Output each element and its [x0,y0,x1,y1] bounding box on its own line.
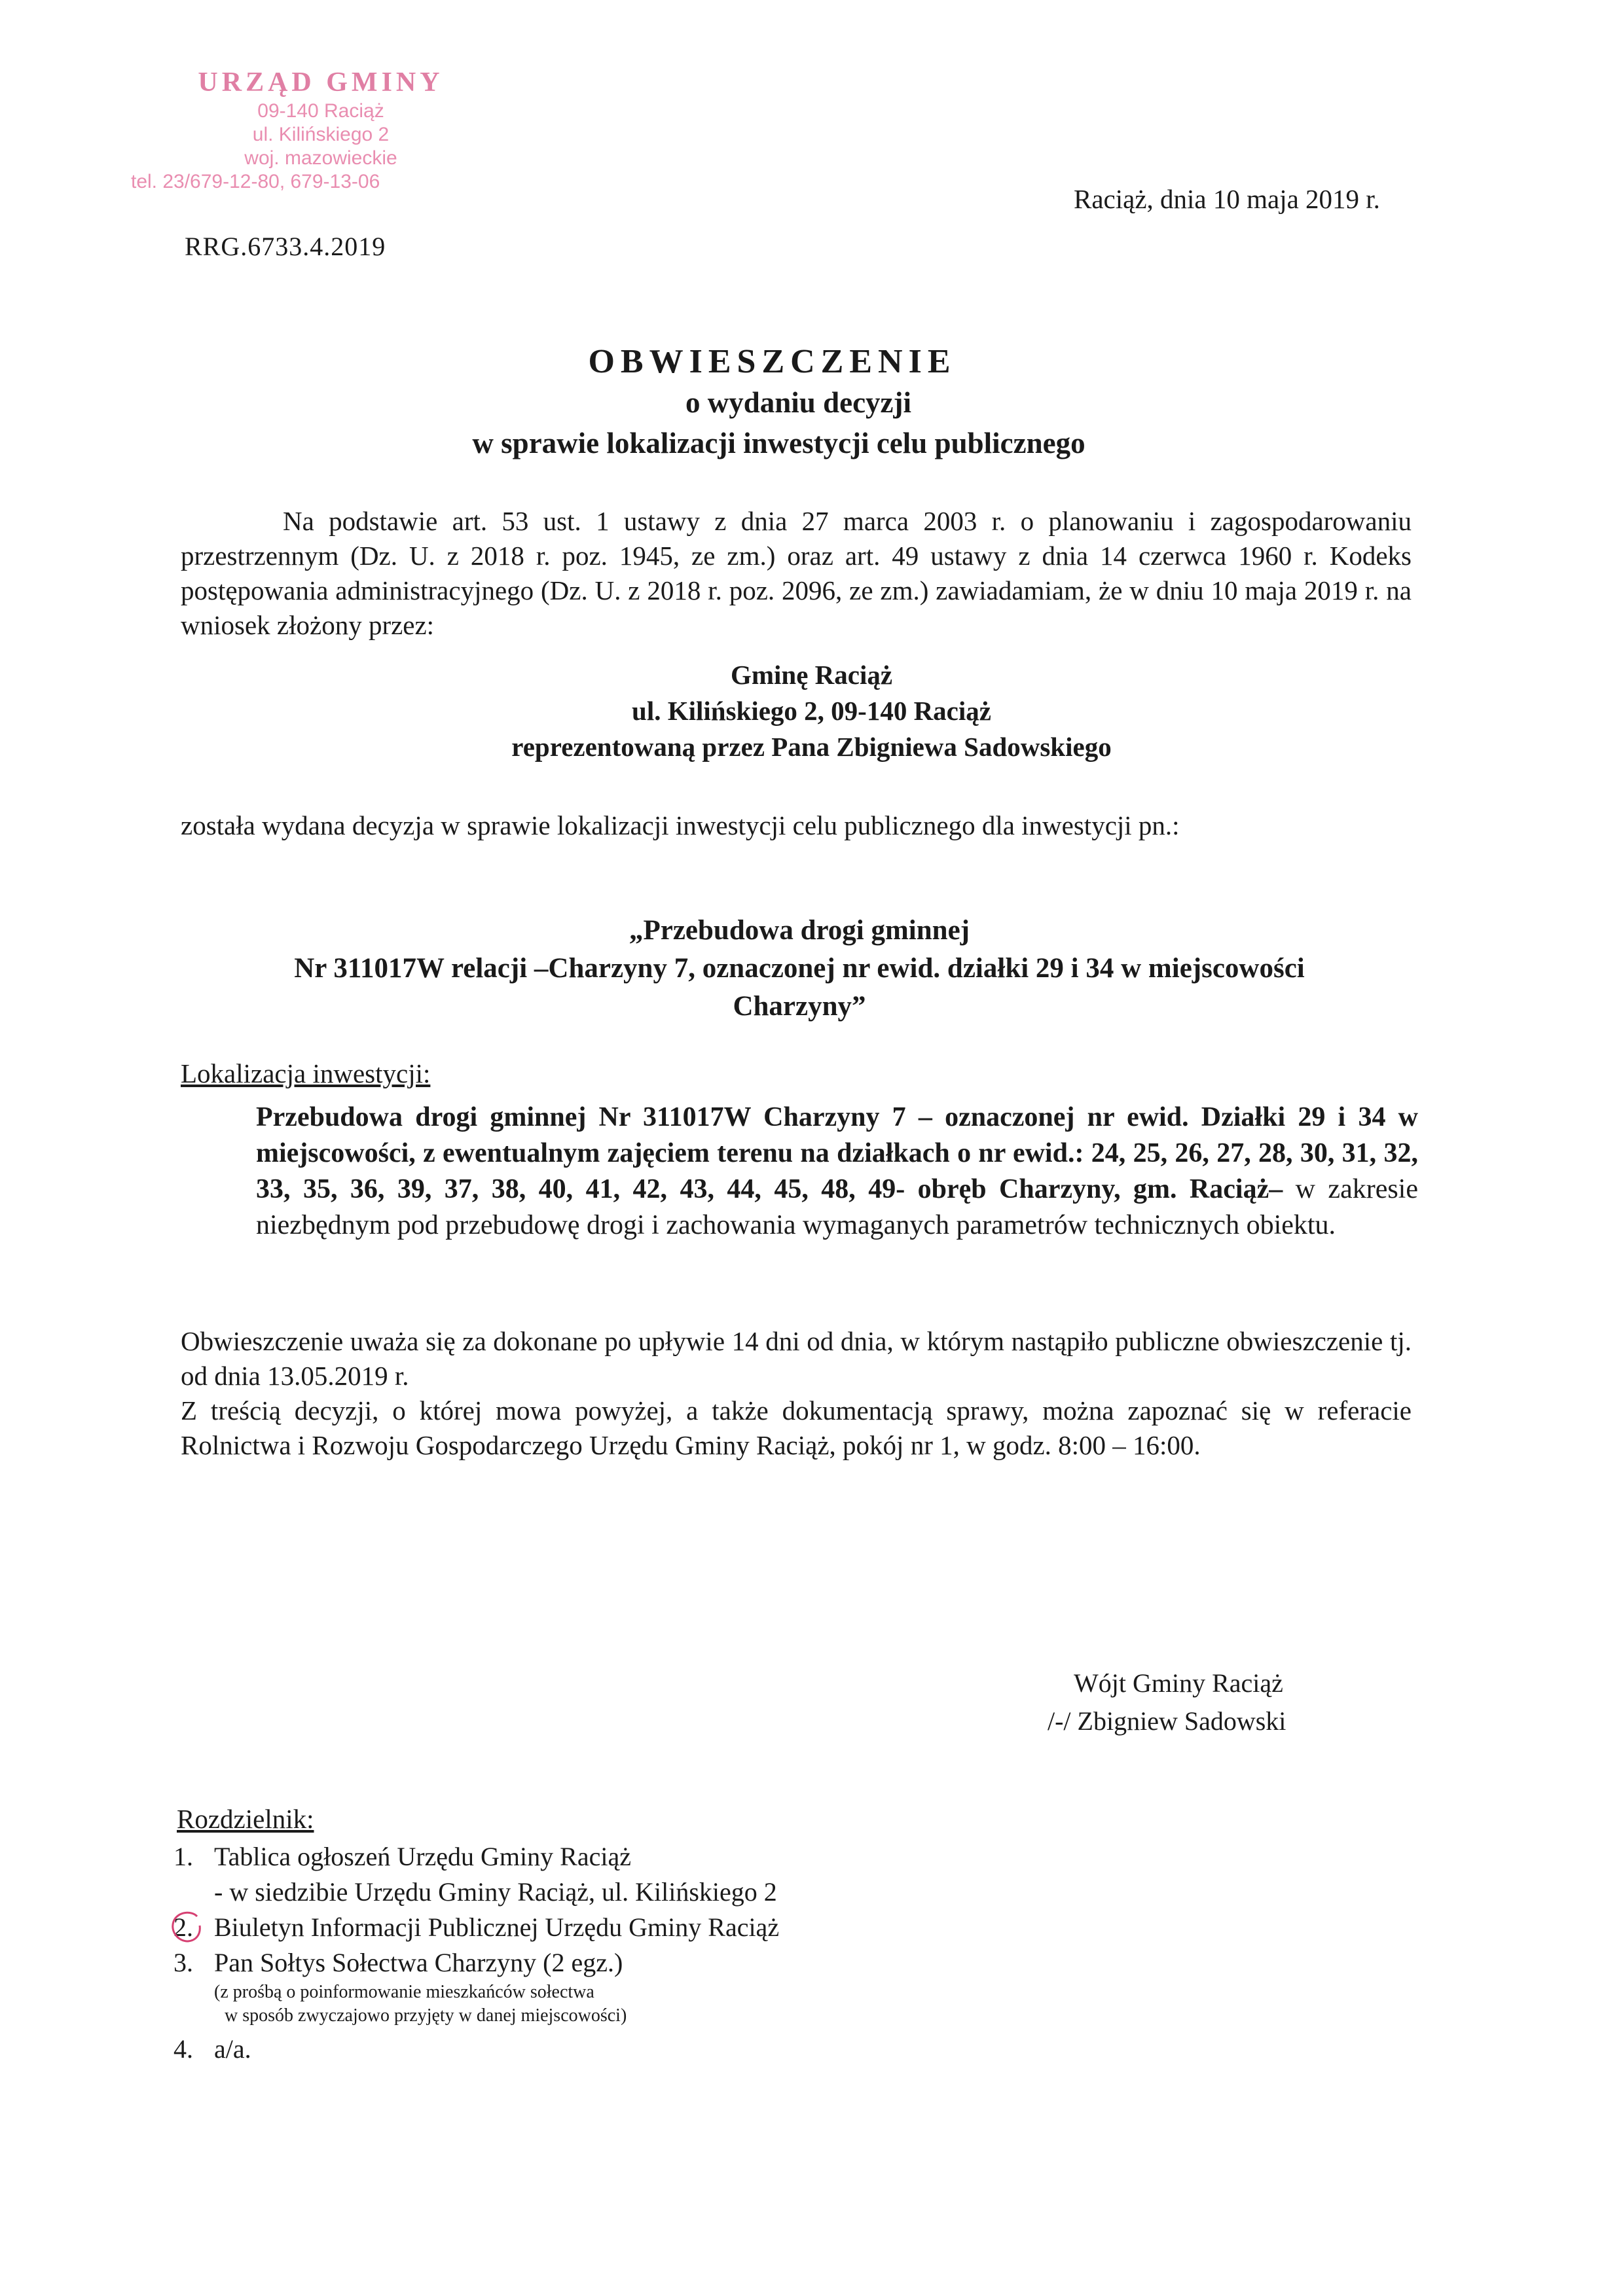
applicant-representative: reprezentowaną przez Pana Zbigniewa Sadowskiego [511,732,1112,762]
item-text: Pan Sołtys Sołectwa Charzyny (2 egz.) [214,1948,623,1977]
applicant-address: ul. Kilińskiego 2, 09-140 Raciąż [632,696,991,726]
location-heading: Lokalizacja inwestycji: [181,1058,431,1088]
project-line-3: Charzyny” [733,991,866,1022]
circled-number [173,1910,214,1945]
item-number: 2. [173,1912,193,1942]
closing-line-2: Z treścią decyzji, o której mowa powyżej, a także dokumentacją sprawy, można zapoznać się w referacie Rolnictwa i Rozwoju Gospodarczego Urzędu Gminy Raciąż, pokój nr 1, w godz. 8:00 – 16:00. [181,1395,1412,1460]
title-main: OBWIESZCZENIE [588,343,957,380]
item-number: 3. [173,1948,193,1977]
stamp-voivodeship: woj. mazowieckie [244,147,397,169]
signature-title: Wójt Gminy Raciąż [1074,1668,1283,1698]
stamp-phone: tel. 23/679-12-80, 679-13-06 [131,171,380,192]
decision-line: została wydana decyzja w sprawie lokalizacji inwestycji celu publicznego dla inwestycji pn.: [181,810,1180,840]
stamp-title: URZĄD GMINY [198,67,444,98]
list-item-sub: - w siedzibie Urzędu Gminy Raciąż, ul. Kilińskiego 2 [214,1877,777,1907]
distribution-list [173,1839,779,2067]
list-item-note: w sposób zwyczajowo przyjęty w danej miejscowości) [225,2005,627,2026]
item-text: a/a. [214,2034,251,2064]
stamp-postal: 09-140 Raciąż [257,100,384,122]
applicant-name: Gminę Raciąż [730,660,893,690]
document-title [0,342,1623,463]
circle-mark-icon [168,1909,205,1945]
location-normal-text: w zakresie niezbędnym pod przebudowę drogi i zachowania wymaganych parametrów technicznych obiektu. [256,1174,1418,1240]
project-title [181,912,1418,1026]
item-text: Biuletyn Informacji Publicznej Urzędu Gminy Raciąż [214,1912,780,1942]
list-item [173,2032,779,2067]
distribution-heading: Rozdzielnik: [177,1804,314,1834]
item-number: 4. [173,2034,193,2064]
item-text: Tablica ogłoszeń Urzędu Gminy Raciąż [214,1842,631,1871]
signature-block [1048,1664,1286,1740]
project-line-2: Nr 311017W relacji –Charzyny 7, oznaczonej nr ewid. działki 29 i 34 w miejscowości [294,953,1305,984]
location-body [256,1100,1418,1244]
office-stamp [131,65,504,194]
title-sub2: w sprawie lokalizacji inwestycji celu publicznego [472,427,1085,459]
intro-paragraph [181,504,1412,643]
stamp-street: ul. Kilińskiego 2 [252,124,390,145]
reference-number: RRG.6733.4.2019 [185,232,386,261]
list-item [173,1839,779,1874]
closing-paragraph [181,1324,1412,1463]
location-bold-text: Przebudowa drogi gminnej Nr 311017W Charzyny 7 – oznaczonej nr ewid. Działki 29 i 34 w miejscowości, z ewentualnym zajęciem terenu na działkach o nr ewid.: 24, 25, 26, 27, 28, 30, 31, 32, 33, 35, 36, 39, 37, 38, 40, 41, 42, 43, 44, 45, 48, 49- obręb Charzyny, gm. Raciąż– [256,1102,1418,1204]
title-sub1: o wydaniu decyzji [685,386,911,419]
project-line-1: „Przebudowa drogi gminnej [629,915,970,946]
list-item-note: (z prośbą o poinformowanie mieszkańców sołectwa [214,1982,594,2002]
list-item [173,1910,779,1945]
intro-text: Na podstawie art. 53 ust. 1 ustawy z dnia 27 marca 2003 r. o planowaniu i zagospodarowaniu przestrzennym (Dz. U. z 2018 r. poz. 1945, ze zm.) oraz art. 49 ustawy z dnia 14 czerwca 1960 r. Kodeks postępowania administracyjnego (Dz. U. z 2018 r. poz. 2096, ze zm.) zawiadamiam, że w dniu 10 maja 2019 r. na wniosek złożony przez: [181,506,1412,640]
item-number: 1. [173,1842,193,1871]
document-date: Raciąż, dnia 10 maja 2019 r. [1074,184,1380,214]
list-item [173,1945,779,1981]
signature-name: /-/ Zbigniew Sadowski [1048,1706,1286,1736]
closing-line-1: Obwieszczenie uważa się za dokonane po upływie 14 dni od dnia, w którym nastąpiło publiczne obwieszczenie tj. od dnia 13.05.2019 r. [181,1326,1412,1391]
